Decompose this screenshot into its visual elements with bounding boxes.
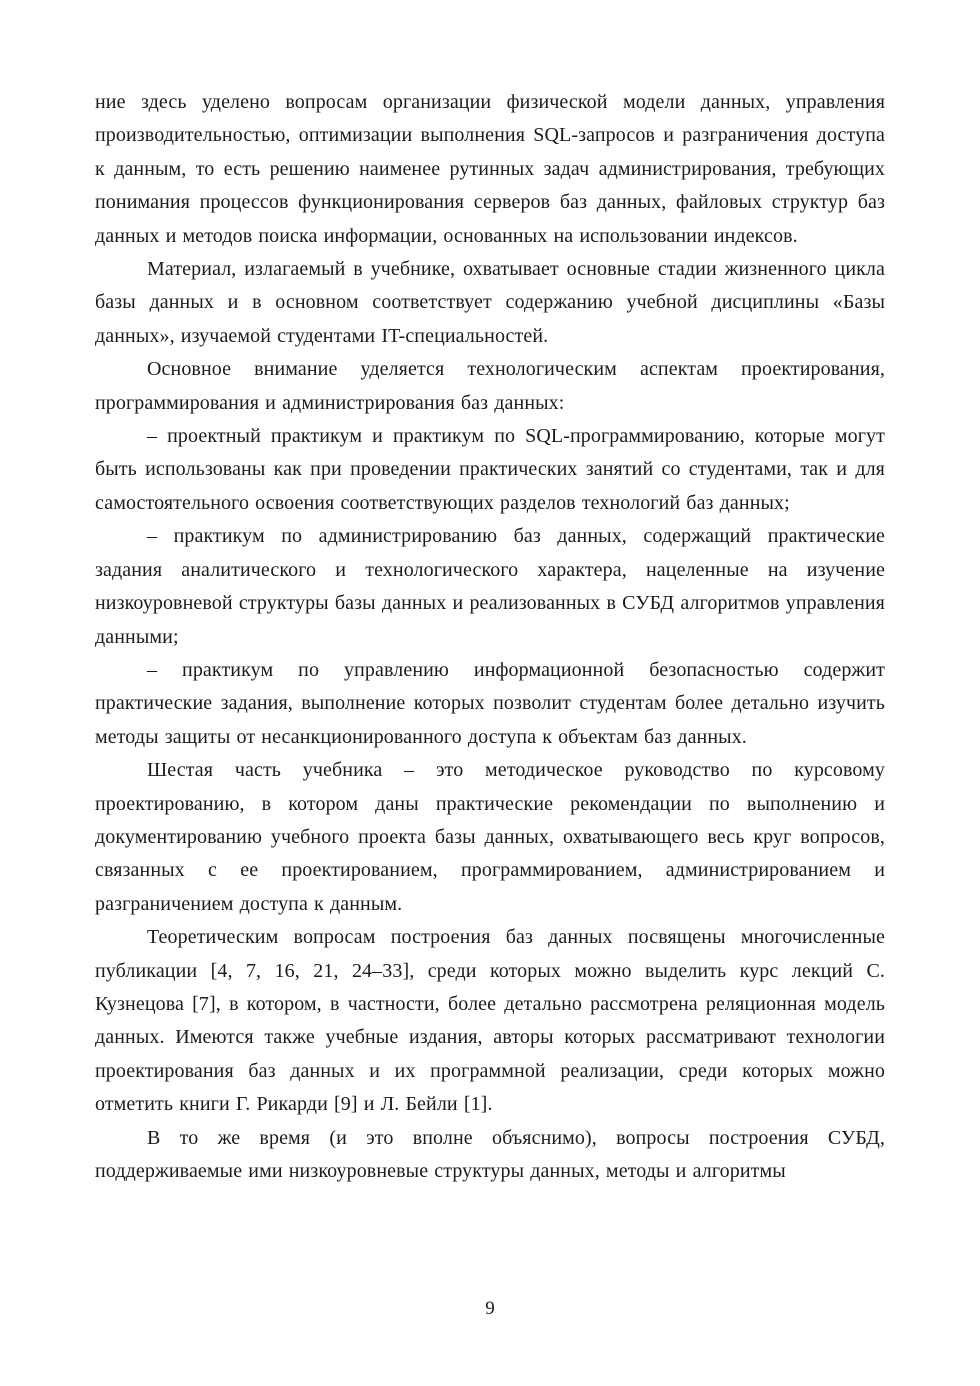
- paragraph: Основное внимание уделяется технологическим аспектам проектирования, программирования и администрирования баз данных:: [95, 358, 885, 414]
- paragraph: Шестая часть учебника – это методическое руководство по курсовому проектированию, в котором даны практические рекомендации по выполнению и документированию учебного проекта базы данных, охватывающего весь круг вопросов, связанных с ее проектированием, программированием, администрированием и разграничением доступа к данным.: [95, 759, 885, 915]
- paragraph: В то же время (и это вполне объяснимо), вопросы построения СУБД, поддерживаемые ими низкоуровневые структуры данных, методы и алгоритмы: [95, 1126, 885, 1182]
- list-paragraph: – практикум по управлению информационной безопасностью содержит практические задания, выполнение которых позволит студентам более детально изучить методы защиты от несанкционированного доступа к объектам баз данных.: [95, 658, 885, 748]
- paragraph: ние здесь уделено вопросам организации физической модели данных, управления производительностью, оптимизации выполнения SQL-запросов и разграничения доступа к данным, то есть решению наименее рутинных задач администрирования, требующих понимания процессов функционирования серверов баз данных, файловых структур баз данных и методов поиска информации, основанных на использовании индексов.: [95, 91, 885, 247]
- page-text: [95, 86, 885, 1188]
- paragraph: Материал, излагаемый в учебнике, охватывает основные стадии жизненного цикла базы данных и в основном соответствует содержанию учебной дисциплины «Базы данных», изучаемой студентами IT-специальностей.: [95, 258, 885, 347]
- page-number: 9: [485, 1298, 495, 1319]
- list-paragraph: – проектный практикум и практикум по SQL-программированию, которые могут быть использованы как при проведении практических занятий со студентами, так и для самостоятельного освоения соответствующих разделов технологий баз данных;: [95, 425, 885, 514]
- paragraph: Теоретическим вопросам построения баз данных посвящены многочисленные публикации [4, 7, 16, 21, 24–33], среди которых можно выделить курс лекций С. Кузнецова [7], в котором, в частности, более детально рассмотрена реляционная модель данных. Имеются также учебные издания, авторы которых рассматривают технологии проектирования баз данных и их программной реализации, среди которых можно отметить книги Г. Рикарди [9] и Л. Бейли [1].: [95, 926, 885, 1116]
- list-paragraph: – практикум по администрированию баз данных, содержащий практические задания аналитического и технологического характера, нацеленные на изучение низкоуровневой структуры базы данных и реализованных в СУБД алгоритмов управления данными;: [95, 525, 885, 648]
